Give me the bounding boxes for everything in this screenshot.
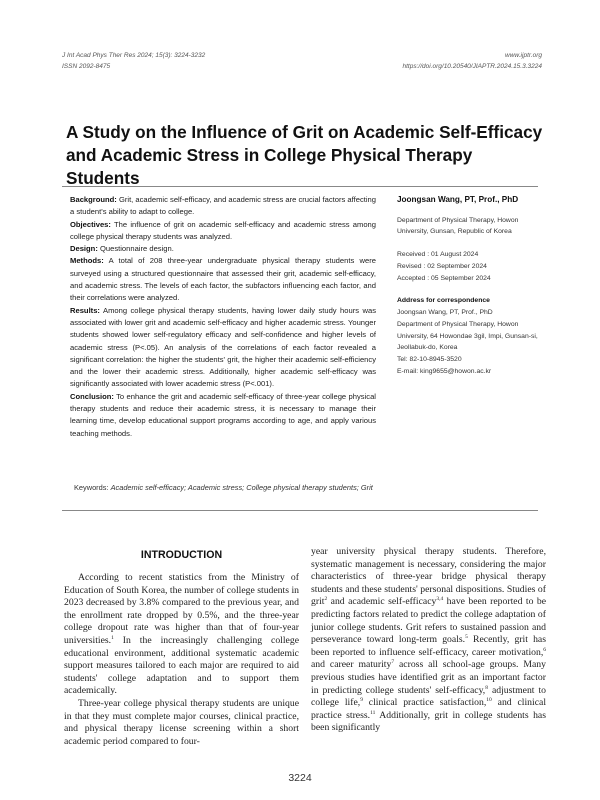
objectives-text: The influence of grit on academic self-efficacy and academic stress among college physical therapy students was analyzed. (70, 219, 376, 241)
results-text: Among college physical therapy students, having lower daily study hours was associated with lower grit and academic self-efficacy and higher academic stress. Younger students showed lower self-regulatory efficacy and self-confidence and higher levels of academic stress (P<.05). An analysis of the correlations of each factor revealed a significant correlation: the higher the students' grit, the higher their academic self-efficiency and the lower their academic stress. Additionally, higher academic self-efficacy was significantly associated with lower academic stress (P<.001). (70, 305, 376, 389)
citation-ref[interactable]: 7 (391, 659, 395, 666)
methods-label: Methods: (70, 256, 104, 266)
conclusion-label: Conclusion: (70, 391, 114, 401)
correspondence-name: Joongsan Wang, PT, Prof., PhD (397, 309, 493, 316)
abstract (70, 194, 376, 440)
correspondence-tel: Tel: 82-10-8945-3520 (397, 356, 462, 364)
citation-ref[interactable]: 6 (543, 646, 546, 653)
citation-ref[interactable]: 10 (486, 696, 492, 703)
citation-ref[interactable]: 8 (485, 684, 488, 691)
results-label: Results: (70, 305, 100, 315)
journal-issn: ISSN 2092-8475 (62, 63, 111, 70)
objectives-label: Objectives: (70, 219, 111, 229)
keywords (74, 482, 380, 494)
body-text: across all school-age groups. Many previous studies have identified grit as an important factor in predicting college students' self-efficacy, (311, 659, 546, 696)
correspondence-block (397, 295, 542, 378)
intro-p1-text-b: In the increasingly challenging college educational environment, additional systematic academic support measures tailored to each major are required to aid students' college adaptation and to support them academically. (64, 634, 299, 697)
doi-link[interactable]: https://doi.org/10.20540/JIAPTR.2024.15.3.3224 (402, 63, 542, 70)
abstract-background (70, 194, 376, 219)
body-text: and academic self-efficacy (327, 596, 437, 608)
introduction-heading: INTRODUCTION (140, 549, 223, 561)
body-text: and clinical practice stress. (311, 697, 547, 721)
revised-date: Revised : 02 September 2024 (397, 263, 487, 271)
citation-ref[interactable]: 1 (111, 634, 114, 641)
journal-header-right (403, 50, 543, 72)
conclusion-text: To enhance the grit and academic self-efficacy of three-year college physical therapy students and reduce their academic stress, it is necessary to manage their learning time, develop educational support programs according to age, and apply various teaching methods. (70, 391, 376, 438)
keywords-list: Academic self-efficacy; Academic stress; College physical therapy students; Grit (110, 483, 373, 492)
abstract-methods (70, 255, 376, 304)
intro-paragraph-1 (64, 572, 299, 698)
accepted-date: Accepted : 05 September 2024 (397, 275, 491, 283)
body-text: adjustment to college life, (311, 684, 546, 709)
intro-p1-text-a: According to recent statistics from the Ministry of Education of South Korea, the number of college students in 2023 decreased by 3.8% compared to the previous year, and the enrollment rate dropped by 0.5%, and the three-year college dropout rate was higher than that of four-year universities. (64, 572, 299, 646)
received-date: Received : 01 August 2024 (397, 251, 479, 259)
correspondence-email[interactable]: E-mail: king9655@howon.ac.kr (397, 367, 492, 375)
article-title (66, 121, 546, 190)
intro-paragraph-continued (311, 546, 546, 735)
abstract-objectives (70, 219, 376, 244)
background-text: Grit, academic self-efficacy, and academic stress are crucial factors affecting a student's ability to adapt to college. (70, 195, 376, 217)
correspondence-address: Department of Physical Therapy, Howon University, 64 Howondae 3gil, Impi, Gunsan-si, Jeollabuk-do, Korea (397, 320, 538, 352)
correspondence-heading: Address for correspondence (397, 297, 490, 305)
design-label: Design: (70, 244, 98, 254)
body-text: Additionally, grit in college students has been significantly (311, 709, 547, 734)
design-text: Questionnaire design. (97, 244, 174, 254)
journal-citation: J Int Acad Phys Ther Res 2024; 15(3): 3224-3232 (62, 52, 206, 59)
body-text: Recently, grit has been reported to influence self-efficacy, career motivation, (311, 634, 546, 658)
methods-text: A total of 208 three-year undergraduate physical therapy students were surveyed using a structured questionnaire that assessed their grit, academic self-efficacy, and academic stress. The levels of each factor, the subfactors influencing each factor, and their correlations were analyzed. (70, 256, 376, 303)
journal-header-left (62, 50, 205, 72)
abstract-conclusion (70, 391, 376, 440)
background-label: Background: (70, 195, 117, 204)
body-column-right (311, 546, 546, 735)
keywords-label: Keywords: (74, 483, 109, 492)
journal-website-link[interactable]: www.ijptr.org (505, 52, 542, 59)
article-title-line-2: and Academic Stress in College Physical Therapy Students (66, 145, 473, 188)
author-info-panel (397, 194, 542, 378)
body-text: clinical practice satisfaction, (362, 697, 487, 709)
body-text: and career maturity (311, 659, 392, 671)
citation-ref[interactable]: 9 (360, 696, 363, 703)
body-column-left (64, 572, 299, 748)
citation-ref[interactable]: 2 (324, 596, 328, 603)
intro-paragraph-2: Three-year college physical therapy students are unique in that they must complete major courses, clinical practice, and physical therapy license screening within a short academic period compared to four- (64, 697, 299, 747)
citation-ref[interactable]: 3,4 (436, 596, 444, 603)
citation-ref[interactable]: 5 (465, 633, 468, 640)
abstract-results (70, 305, 376, 391)
article-title-line-1: A Study on the Influence of Grit on Academic Self-Efficacy (66, 122, 543, 142)
citation-ref[interactable]: 11 (370, 709, 376, 716)
author-affiliation: Department of Physical Therapy, Howon University, Gunsan, Republic of Korea (397, 217, 519, 236)
abstract-bottom-rule (62, 510, 538, 511)
body-text: have been reported to be predicting factors related to predict the college adaptation of junior college students. Grit refers to sustained passion and perseverance toward long-term goals. (311, 596, 547, 646)
body-text: year university physical therapy students. Therefore, systematic management is necessary, considering the major characteristics of three-year bridge physical therapy students and these students' personal dispositions. Studies of grit (311, 546, 546, 608)
article-dates (397, 249, 542, 285)
abstract-design (70, 243, 376, 255)
page-number: 3224 (288, 772, 312, 784)
author-name: Joongsan Wang, PT, Prof., PhD (397, 195, 519, 204)
abstract-top-rule (62, 186, 538, 187)
